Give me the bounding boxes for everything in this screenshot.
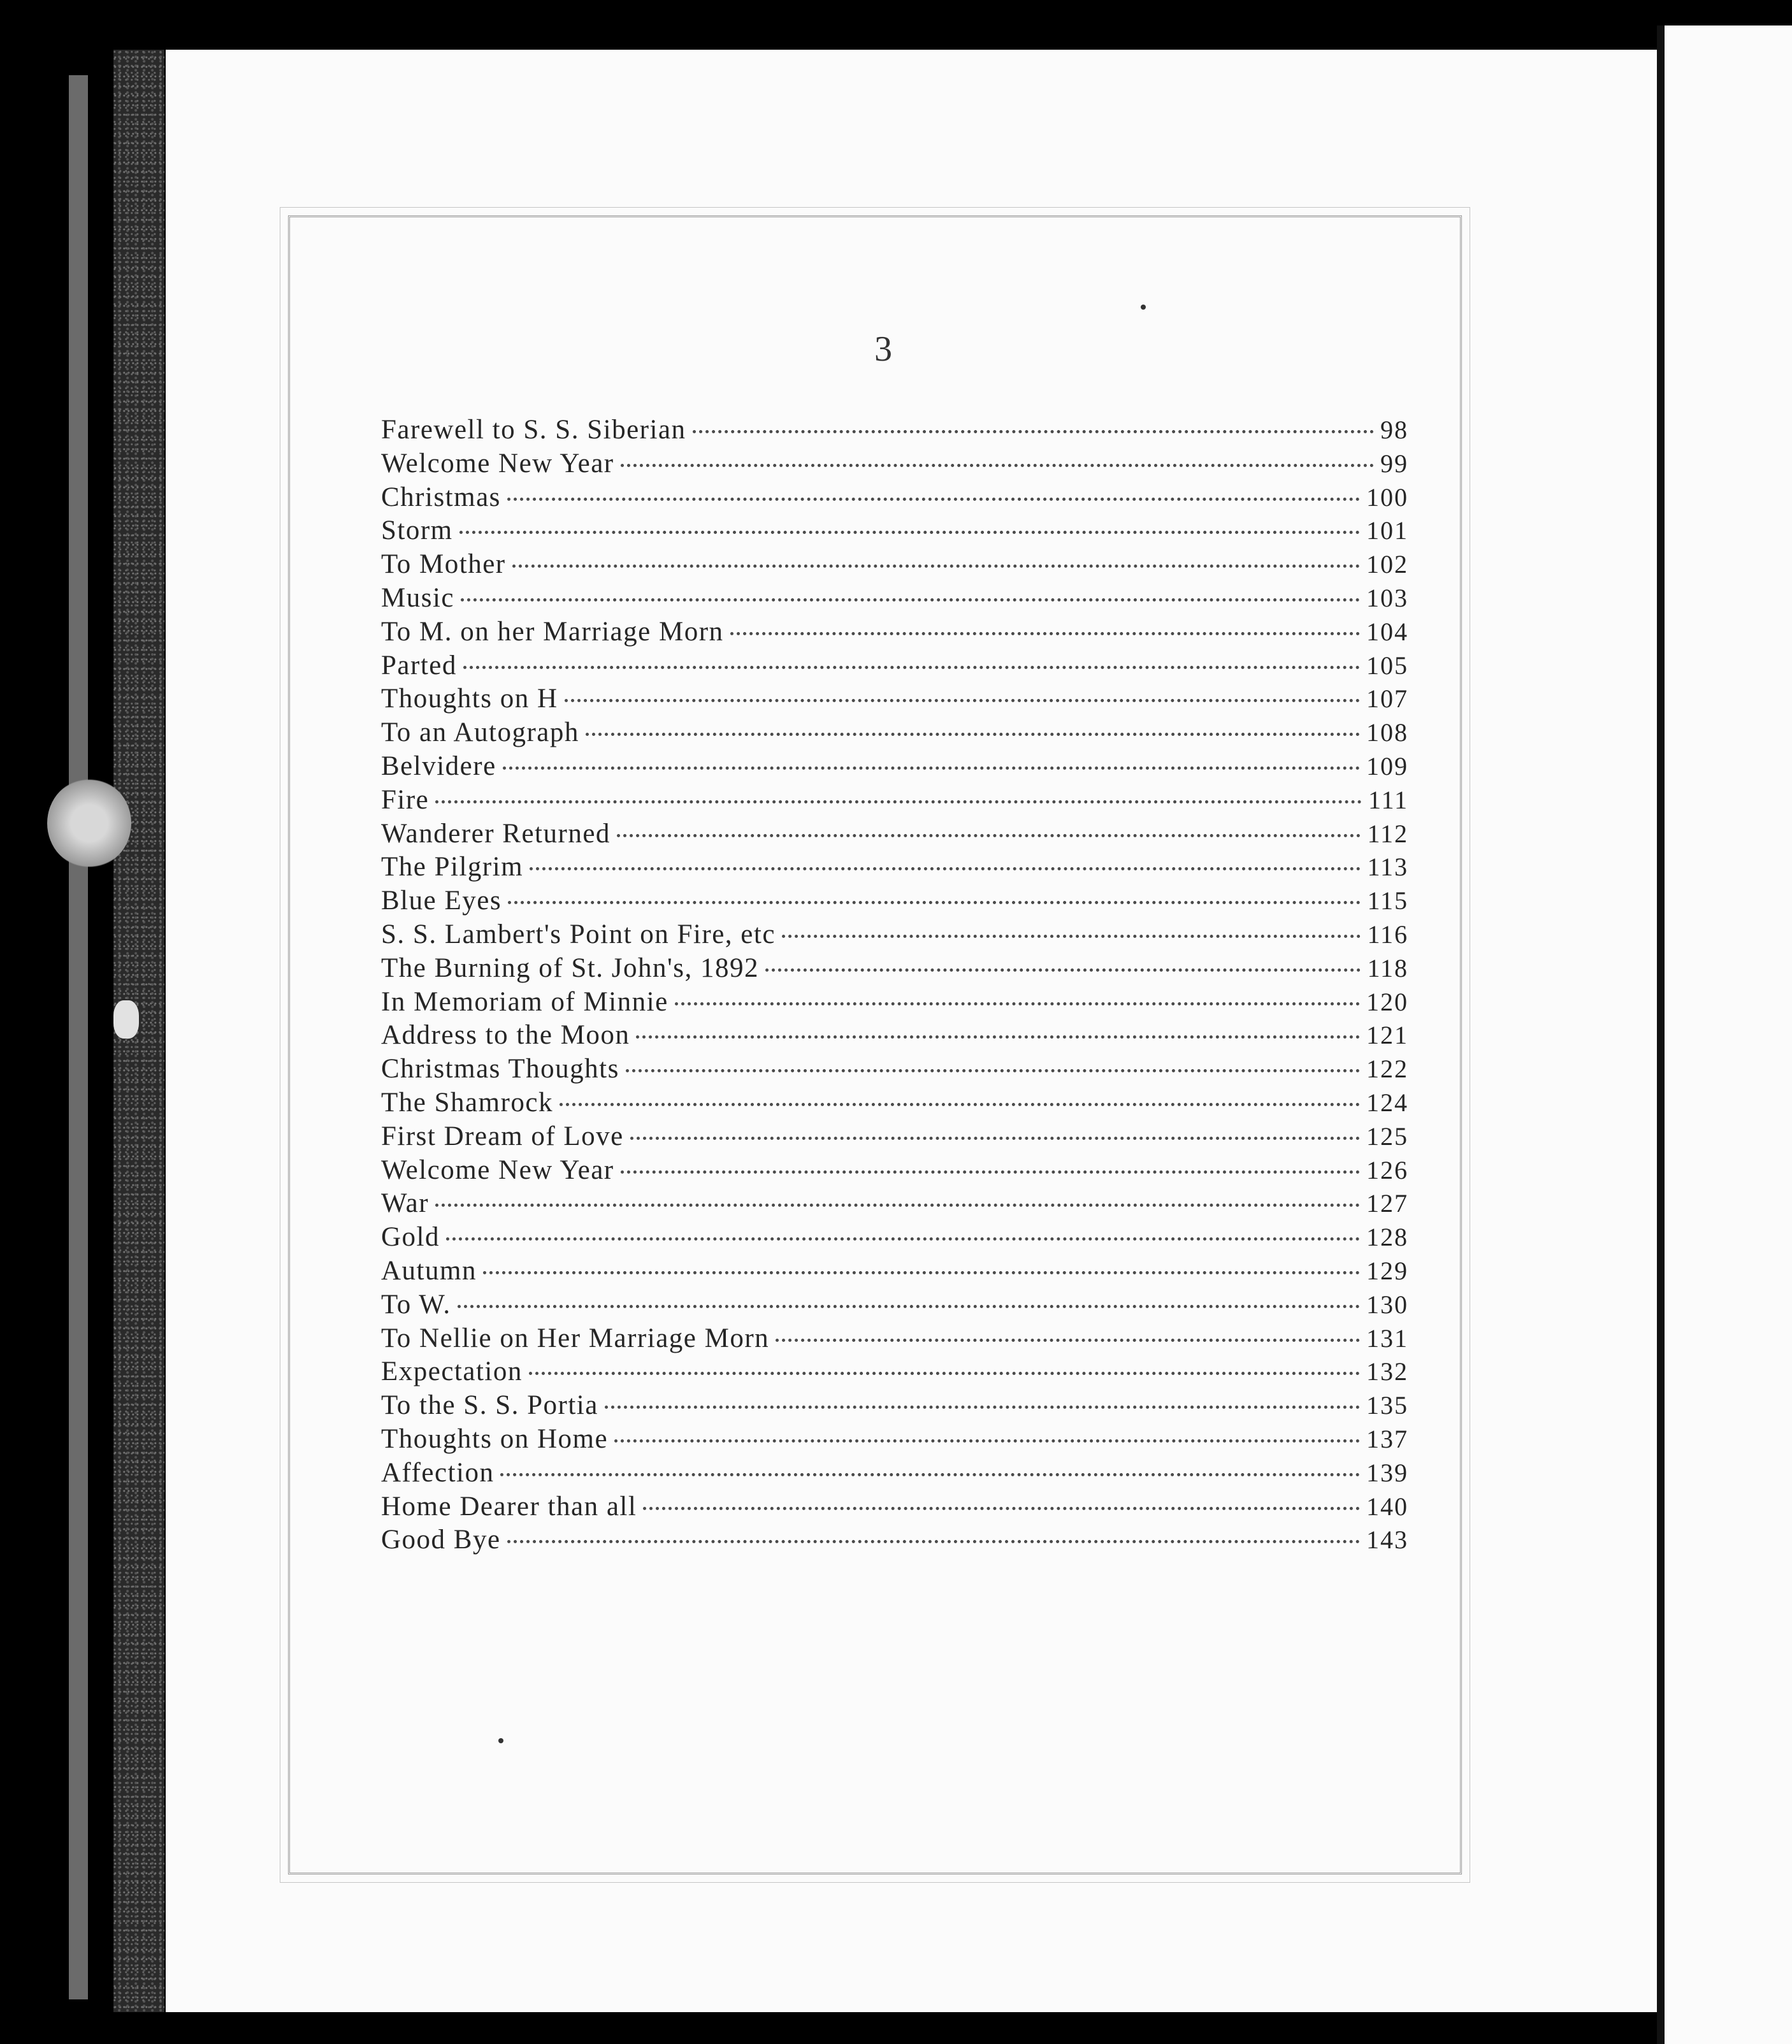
toc-entry [381, 1289, 1408, 1323]
dot-leader [765, 968, 1361, 972]
toc-entry [381, 482, 1408, 515]
toc-entry [381, 1491, 1408, 1525]
toc-entry-title: Expectation [381, 1357, 523, 1387]
paper-blemish [113, 1000, 139, 1039]
toc-entry [381, 1356, 1408, 1390]
toc-entry-title: Gold [381, 1222, 440, 1253]
dot-leader [621, 464, 1374, 467]
toc-entry-title: To W. [381, 1289, 451, 1320]
toc-entry [381, 1390, 1408, 1423]
dot-leader [614, 1439, 1360, 1443]
table-of-contents [381, 414, 1408, 1558]
dot-leader [435, 1204, 1360, 1207]
toc-entry [381, 1524, 1408, 1558]
toc-entry-title: Christmas [381, 482, 501, 512]
toc-entry-page: 100 [1366, 482, 1408, 512]
dot-leader [503, 766, 1360, 770]
toc-entry-page: 132 [1366, 1357, 1408, 1386]
toc-entry-title: First Dream of Love [381, 1121, 624, 1151]
toc-entry [381, 919, 1408, 953]
toc-entry [381, 1188, 1408, 1221]
toc-entry-page: 105 [1366, 651, 1408, 680]
dot-leader [643, 1507, 1360, 1510]
toc-entry [381, 1087, 1408, 1121]
toc-entry-page: 102 [1366, 550, 1408, 579]
paper-blemish [47, 779, 131, 868]
toc-entry-title: S. S. Lambert's Point on Fire, etc [381, 919, 776, 949]
toc-entry-page: 115 [1367, 886, 1408, 916]
dot-leader [636, 1035, 1360, 1039]
toc-entry-page: 112 [1367, 819, 1408, 848]
toc-entry-title: Thoughts on Home [381, 1423, 609, 1454]
dot-leader [693, 430, 1374, 433]
dot-leader [507, 498, 1360, 501]
dot-leader [560, 1103, 1360, 1106]
toc-entry-title: In Memoriam of Minnie [381, 986, 668, 1017]
toc-entry-title: Welcome New Year [381, 1155, 614, 1185]
toc-entry [381, 1255, 1408, 1289]
toc-entry-page: 101 [1366, 516, 1408, 545]
toc-entry [381, 953, 1408, 986]
toc-entry [381, 448, 1408, 482]
page-number: 3 [874, 329, 892, 369]
toc-entry-page: 127 [1366, 1189, 1408, 1218]
toc-entry [381, 515, 1408, 549]
toc-entry [381, 1053, 1408, 1087]
dot-leader [507, 1540, 1360, 1543]
toc-entry-title: To Mother [381, 549, 506, 580]
toc-entry-page: 143 [1366, 1525, 1408, 1555]
book-spine-edge [69, 75, 88, 1999]
toc-entry [381, 650, 1408, 684]
toc-entry-title: To M. on her Marriage Morn [381, 616, 724, 647]
toc-entry [381, 818, 1408, 852]
toc-entry-page: 124 [1366, 1088, 1408, 1117]
dot-leader [459, 531, 1360, 534]
dot-leader [776, 1339, 1360, 1342]
toc-entry-title: Home Dearer than all [381, 1491, 637, 1522]
toc-entry-title: To an Autograph [381, 717, 579, 748]
toc-entry [381, 986, 1408, 1020]
toc-entry [381, 1221, 1408, 1255]
toc-entry-page: 104 [1366, 617, 1408, 646]
toc-entry [381, 414, 1408, 448]
toc-entry-title: Good Bye [381, 1525, 501, 1555]
toc-entry [381, 1423, 1408, 1457]
dot-leader [483, 1271, 1360, 1274]
toc-entry [381, 683, 1408, 717]
toc-entry-page: 113 [1367, 853, 1408, 882]
toc-entry-title: Belvidere [381, 751, 496, 781]
toc-entry [381, 1121, 1408, 1155]
dot-leader [461, 598, 1360, 601]
toc-entry-page: 98 [1380, 415, 1408, 444]
toc-entry-page: 128 [1366, 1223, 1408, 1252]
ink-speck [1141, 305, 1146, 310]
toc-entry-title: Fire [381, 784, 430, 815]
toc-entry-title: Christmas Thoughts [381, 1054, 619, 1084]
toc-entry-page: 116 [1367, 919, 1408, 949]
dot-leader [621, 1170, 1360, 1174]
toc-entry-title: Autumn [381, 1255, 477, 1286]
toc-entry-title: To the S. S. Portia [381, 1390, 598, 1421]
toc-entry-page: 99 [1380, 449, 1408, 478]
toc-entry-page: 130 [1366, 1290, 1408, 1319]
toc-entry-page: 125 [1366, 1121, 1408, 1151]
dot-leader [586, 733, 1360, 736]
dot-leader [530, 867, 1361, 870]
dot-leader [630, 1137, 1360, 1140]
dot-leader [605, 1406, 1360, 1409]
toc-entry [381, 1155, 1408, 1188]
dot-leader [617, 834, 1361, 837]
toc-entry [381, 751, 1408, 784]
toc-entry-title: Wanderer Returned [381, 818, 611, 849]
dot-leader [435, 800, 1362, 803]
toc-entry-page: 118 [1367, 953, 1408, 982]
toc-entry-title: Blue Eyes [381, 886, 502, 916]
dot-leader [512, 565, 1360, 568]
toc-entry-title: Affection [381, 1457, 495, 1488]
toc-entry [381, 1323, 1408, 1357]
toc-entry [381, 851, 1408, 885]
dot-leader [529, 1372, 1360, 1375]
facing-page-edge [1665, 25, 1792, 2044]
toc-entry-page: 126 [1366, 1155, 1408, 1184]
dot-leader [458, 1305, 1360, 1308]
toc-entry [381, 549, 1408, 582]
dot-leader [508, 901, 1361, 904]
toc-entry [381, 784, 1408, 818]
toc-entry-title: The Shamrock [381, 1087, 553, 1118]
toc-entry [381, 1019, 1408, 1053]
dot-leader [782, 935, 1361, 938]
toc-entry-page: 108 [1366, 718, 1408, 747]
dot-leader [500, 1473, 1360, 1476]
toc-entry [381, 582, 1408, 616]
toc-entry-title: The Pilgrim [381, 852, 524, 882]
dot-leader [730, 632, 1360, 635]
toc-entry-title: The Burning of St. John's, 1892 [381, 953, 759, 983]
toc-entry-title: To Nellie on Her Marriage Morn [381, 1323, 770, 1353]
toc-entry-page: 135 [1366, 1391, 1408, 1420]
toc-entry-page: 107 [1366, 684, 1408, 714]
dot-leader [463, 666, 1360, 669]
toc-entry [381, 1457, 1408, 1491]
toc-entry-title: Farewell to S. S. Siberian [381, 415, 686, 445]
toc-entry-title: Address to the Moon [381, 1020, 630, 1051]
toc-entry-page: 140 [1366, 1492, 1408, 1521]
toc-entry-title: Welcome New Year [381, 448, 614, 479]
toc-entry-page: 120 [1366, 987, 1408, 1016]
toc-entry-page: 122 [1366, 1054, 1408, 1084]
toc-entry-page: 131 [1366, 1323, 1408, 1353]
toc-entry-title: Thoughts on H [381, 684, 558, 714]
toc-entry-page: 137 [1366, 1424, 1408, 1453]
toc-entry [381, 717, 1408, 751]
toc-entry-page: 139 [1366, 1458, 1408, 1487]
toc-entry-page: 129 [1366, 1256, 1408, 1285]
toc-entry-title: War [381, 1188, 430, 1219]
dot-leader [626, 1069, 1360, 1072]
ink-speck [498, 1738, 503, 1743]
toc-entry-title: Music [381, 582, 454, 613]
toc-entry-title: Storm [381, 515, 453, 546]
toc-entry [381, 616, 1408, 650]
toc-entry-page: 111 [1368, 785, 1408, 814]
dot-leader [675, 1002, 1360, 1005]
toc-entry-page: 109 [1366, 751, 1408, 781]
dot-leader [446, 1237, 1360, 1241]
toc-entry-page: 121 [1366, 1021, 1408, 1050]
toc-entry-page: 103 [1366, 583, 1408, 612]
dot-leader [565, 699, 1361, 702]
toc-entry-title: Parted [381, 650, 457, 680]
toc-entry [381, 885, 1408, 919]
